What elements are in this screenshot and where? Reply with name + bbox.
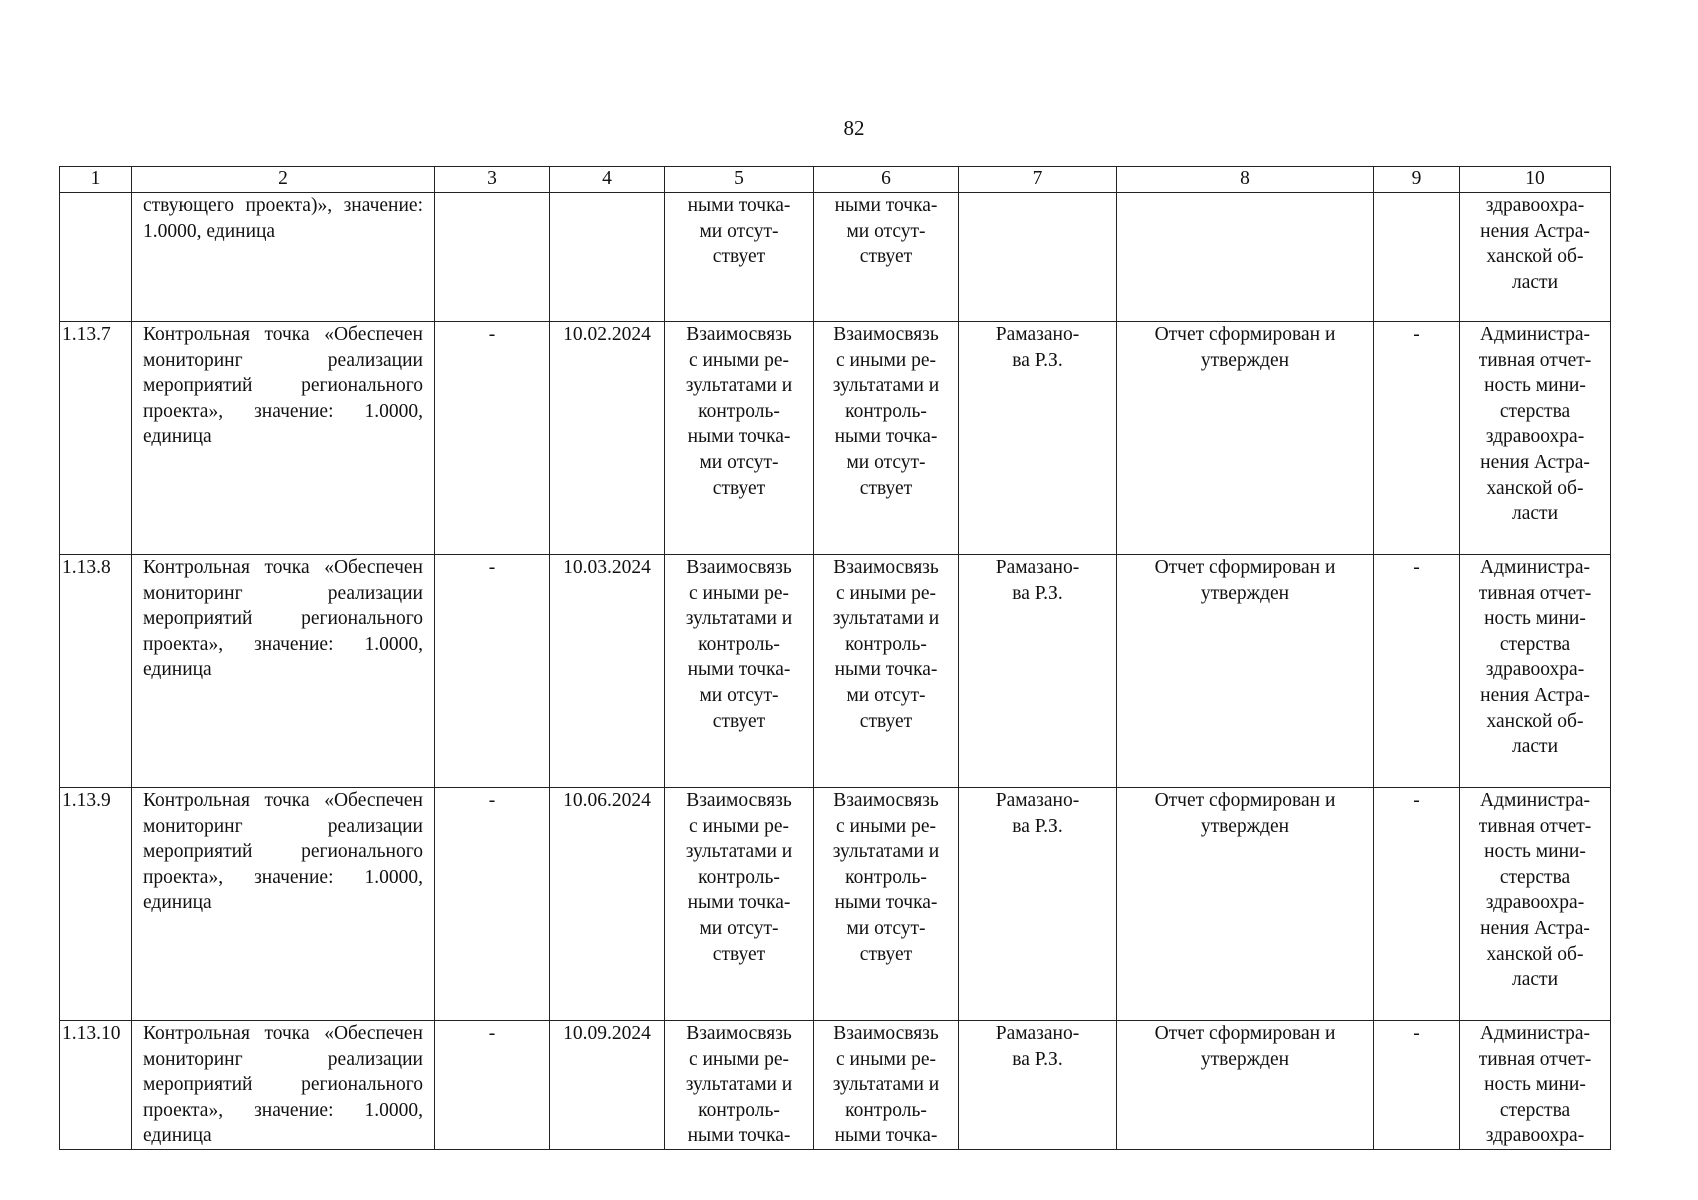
cell-line: тивная отчет- — [1478, 815, 1592, 837]
header-cell: 7 — [959, 167, 1117, 193]
cell-line: контроль- — [698, 633, 780, 655]
cell-line: тивная отчет- — [1478, 1048, 1592, 1070]
cell-source — [1460, 788, 1611, 1021]
cell-relation — [665, 193, 814, 322]
cell-line: стерства — [1499, 866, 1571, 888]
cell-num: 1.13.8 — [60, 555, 132, 788]
cell-line: ми отсут- — [846, 220, 926, 242]
cell-line: ность мини- — [1484, 841, 1586, 863]
header-cell: 8 — [1117, 167, 1374, 193]
cell-col3: - — [435, 555, 550, 788]
cell-relation — [665, 322, 814, 555]
cell-name: Контрольная точка «Обеспечен мониторинг реализации мероприятий регионального проекта», значение: 1.0000, единица — [132, 555, 435, 788]
cell-relation — [665, 555, 814, 788]
cell-line: ми отсут- — [846, 684, 926, 706]
cell-line: с иными ре- — [835, 582, 937, 604]
cell-relation-2 — [814, 193, 959, 322]
cell-line: зультатами и — [832, 1074, 940, 1096]
cell-line: Рамазано- — [995, 790, 1080, 811]
cell-line: ными точка- — [834, 1125, 938, 1147]
cell-line: контроль- — [698, 1099, 780, 1121]
cell-line: Администра- — [1480, 557, 1590, 578]
cell-line: ными точка- — [687, 659, 791, 681]
cell-line: контроль- — [845, 1099, 927, 1121]
cell-date: 10.06.2024 — [550, 788, 665, 1021]
cell-line: ствует — [859, 477, 913, 499]
cell-col3: - — [435, 788, 550, 1021]
cell-num: 1.13.9 — [60, 788, 132, 1021]
cell-line: Взаимосвязь — [833, 557, 939, 578]
cell-line: ствует — [712, 477, 766, 499]
cell-line: зультатами и — [685, 375, 793, 397]
cell-line: Администра- — [1480, 324, 1590, 345]
cell-line: зультатами и — [685, 1074, 793, 1096]
cell-name: Контрольная точка «Обеспечен мониторинг реализации мероприятий регионального проекта», значение: 1.0000, единица — [132, 788, 435, 1021]
cell-line: ми отсут- — [846, 917, 926, 939]
cell-line: Администра- — [1480, 1023, 1590, 1044]
cell-line: здравоохра- — [1485, 1125, 1585, 1147]
cell-relation-2 — [814, 322, 959, 555]
cell-line: стерства — [1499, 1099, 1571, 1121]
cell-line: стерства — [1499, 633, 1571, 655]
cell-line: ными точка- — [834, 659, 938, 681]
cell-result: Отчет сформирован и утвержден — [1117, 555, 1374, 788]
cell-result: Отчет сформирован и утвержден — [1117, 322, 1374, 555]
cell-line: ными точка- — [687, 426, 791, 448]
cell-line: ными точка- — [834, 195, 938, 216]
cell-line: здравоохра- — [1485, 426, 1585, 448]
cell-responsible — [959, 555, 1117, 788]
header-cell: 10 — [1460, 167, 1611, 193]
cell-line: ханской об- — [1486, 943, 1584, 965]
cell-name: Контрольная точка «Обеспечен мониторинг реализации мероприятий регионального проекта», значение: 1.0000, единица — [132, 1021, 435, 1150]
cell-col3: - — [435, 322, 550, 555]
cell-responsible — [959, 322, 1117, 555]
cell-line: ласти — [1512, 503, 1558, 525]
cell-relation-2 — [814, 555, 959, 788]
cell-line: с иными ре- — [688, 815, 790, 837]
cell-line: зультатами и — [832, 841, 940, 863]
cell-relation-2 — [814, 1021, 959, 1150]
cell-line: ми отсут- — [846, 451, 926, 473]
cell-line: стерства — [1499, 400, 1571, 422]
cell-line: ствует — [859, 246, 913, 268]
cell-line: Взаимосвязь — [686, 324, 792, 345]
cell-num — [60, 193, 132, 322]
cell-line: ласти — [1512, 736, 1558, 758]
cell-source — [1460, 322, 1611, 555]
plan-table — [59, 166, 1611, 1150]
cell-relation — [665, 788, 814, 1021]
cell-line: Взаимосвязь — [686, 557, 792, 578]
cell-source — [1460, 193, 1611, 322]
cell-line: с иными ре- — [688, 349, 790, 371]
cell-line: ными точка- — [687, 1125, 791, 1147]
cell-line: нения Астра- — [1480, 451, 1590, 473]
cell-col9: - — [1374, 1021, 1460, 1150]
cell-name: ствующего проекта)», значение: 1.0000, единица — [132, 193, 435, 322]
cell-line: здравоохра- — [1485, 892, 1585, 914]
header-cell: 6 — [814, 167, 959, 193]
cell-result — [1117, 193, 1374, 322]
cell-col9 — [1374, 193, 1460, 322]
cell-line: с иными ре- — [835, 349, 937, 371]
header-cell: 5 — [665, 167, 814, 193]
cell-line: с иными ре- — [688, 582, 790, 604]
cell-line: ными точка- — [687, 195, 791, 216]
cell-line: с иными ре- — [835, 1048, 937, 1070]
cell-num: 1.13.10 — [60, 1021, 132, 1150]
cell-line: ность мини- — [1484, 375, 1586, 397]
cell-line: зультатами и — [685, 841, 793, 863]
page-number: 82 — [843, 116, 865, 140]
cell-line: нения Астра- — [1480, 917, 1590, 939]
cell-line: ва Р.З. — [1012, 1048, 1063, 1070]
cell-source — [1460, 1021, 1611, 1150]
cell-line: ми отсут- — [699, 917, 779, 939]
cell-line: ствует — [859, 943, 913, 965]
header-cell: 4 — [550, 167, 665, 193]
cell-line: ханской об- — [1486, 246, 1584, 268]
cell-line: Взаимосвязь — [833, 324, 939, 345]
cell-name: Контрольная точка «Обеспечен мониторинг реализации мероприятий регионального проекта», значение: 1.0000, единица — [132, 322, 435, 555]
cell-line: контроль- — [845, 633, 927, 655]
cell-col9: - — [1374, 555, 1460, 788]
cell-line: ми отсут- — [699, 220, 779, 242]
cell-line: ми отсут- — [699, 451, 779, 473]
cell-line: ласти — [1512, 969, 1558, 991]
cell-line: зультатами и — [832, 608, 940, 630]
cell-result: Отчет сформирован и утвержден — [1117, 788, 1374, 1021]
cell-line: Рамазано- — [995, 324, 1080, 345]
cell-line: нения Астра- — [1480, 684, 1590, 706]
cell-line: тивная отчет- — [1478, 582, 1592, 604]
header-cell: 1 — [60, 167, 132, 193]
cell-line: ность мини- — [1484, 1074, 1586, 1096]
cell-line: ствует — [712, 943, 766, 965]
header-row — [60, 167, 1611, 193]
cell-col9: - — [1374, 322, 1460, 555]
cell-date: 10.09.2024 — [550, 1021, 665, 1150]
cell-line: ствует — [712, 246, 766, 268]
continuation-row — [60, 193, 1611, 322]
cell-relation — [665, 1021, 814, 1150]
cell-line: ва Р.З. — [1012, 349, 1063, 371]
header-cell: 9 — [1374, 167, 1460, 193]
cell-line: ми отсут- — [699, 684, 779, 706]
table-row — [60, 322, 1611, 555]
cell-line: контроль- — [698, 400, 780, 422]
cell-line: ханской об- — [1486, 710, 1584, 732]
cell-line: контроль- — [845, 400, 927, 422]
cell-line: ствует — [859, 710, 913, 732]
cell-line: ными точка- — [687, 892, 791, 914]
cell-line: тивная отчет- — [1478, 349, 1592, 371]
cell-line: контроль- — [698, 866, 780, 888]
table-row — [60, 555, 1611, 788]
cell-line: Взаимосвязь — [833, 1023, 939, 1044]
cell-line: с иными ре- — [835, 815, 937, 837]
cell-date: 10.02.2024 — [550, 322, 665, 555]
cell-result: Отчет сформирован и утвержден — [1117, 1021, 1374, 1150]
cell-line: Администра- — [1480, 790, 1590, 811]
cell-date — [550, 193, 665, 322]
cell-responsible — [959, 1021, 1117, 1150]
cell-line: Взаимосвязь — [686, 1023, 792, 1044]
cell-line: с иными ре- — [688, 1048, 790, 1070]
cell-line: ными точка- — [834, 892, 938, 914]
cell-line: ханской об- — [1486, 477, 1584, 499]
cell-line: ность мини- — [1484, 608, 1586, 630]
cell-line: контроль- — [845, 866, 927, 888]
table-row — [60, 788, 1611, 1021]
cell-line: Взаимосвязь — [833, 790, 939, 811]
cell-line: ва Р.З. — [1012, 815, 1063, 837]
cell-line: зультатами и — [832, 375, 940, 397]
cell-line: Взаимосвязь — [686, 790, 792, 811]
header-cell: 3 — [435, 167, 550, 193]
cell-line: Рамазано- — [995, 557, 1080, 578]
cell-source — [1460, 555, 1611, 788]
cell-num: 1.13.7 — [60, 322, 132, 555]
cell-line: Рамазано- — [995, 1023, 1080, 1044]
cell-date: 10.03.2024 — [550, 555, 665, 788]
cell-responsible — [959, 788, 1117, 1021]
cell-line: ласти — [1512, 271, 1558, 293]
cell-line: здравоохра- — [1485, 195, 1585, 216]
cell-col3: - — [435, 1021, 550, 1150]
cell-responsible — [959, 193, 1117, 322]
cell-line: зультатами и — [685, 608, 793, 630]
header-cell: 2 — [132, 167, 435, 193]
cell-line: нения Астра- — [1480, 220, 1590, 242]
cell-line: ва Р.З. — [1012, 582, 1063, 604]
cell-col9: - — [1374, 788, 1460, 1021]
cell-line: ствует — [712, 710, 766, 732]
table-row — [60, 1021, 1611, 1150]
cell-relation-2 — [814, 788, 959, 1021]
cell-line: ными точка- — [834, 426, 938, 448]
cell-col3 — [435, 193, 550, 322]
cell-line: здравоохра- — [1485, 659, 1585, 681]
